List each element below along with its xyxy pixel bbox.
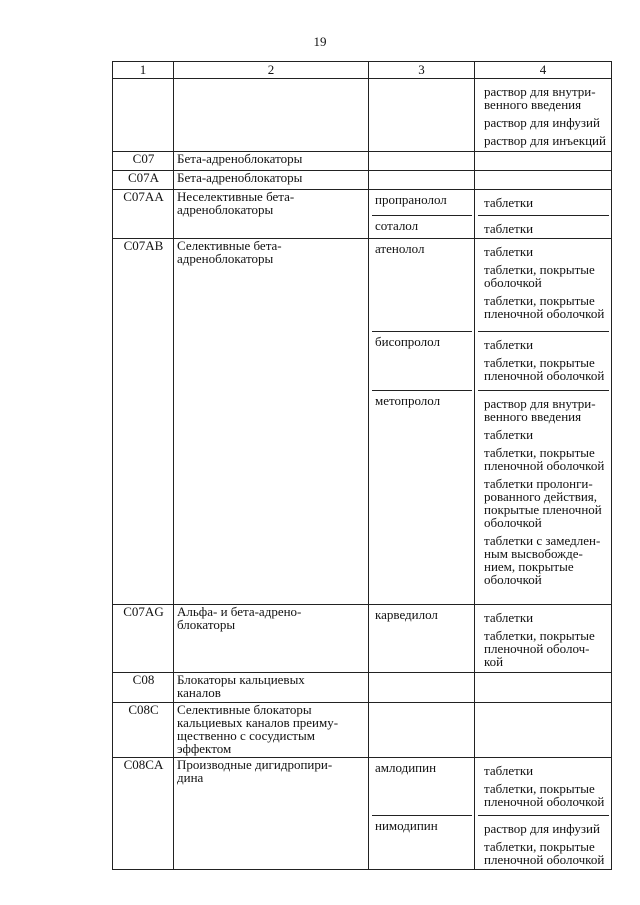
dosage-form-item: таблетки, покрытые пленочной оболоч- кой bbox=[484, 628, 595, 669]
dosage-forms bbox=[478, 605, 609, 672]
table-row bbox=[113, 703, 612, 758]
dosage-form-item: таблетки bbox=[484, 244, 534, 259]
substance-cell bbox=[369, 239, 475, 605]
dosage-forms bbox=[478, 215, 609, 238]
dosage-forms bbox=[478, 190, 609, 215]
dosage-form-cell bbox=[475, 239, 612, 605]
substance-cell bbox=[369, 79, 475, 152]
substance-name: бисопролол bbox=[372, 331, 472, 390]
dosage-form-item: таблетки bbox=[484, 763, 534, 778]
dosage-form-item: таблетки bbox=[484, 195, 534, 210]
group-name-cell: Бета-адреноблокаторы bbox=[174, 152, 369, 171]
dosage-form-cell bbox=[475, 171, 612, 190]
dosage-form-item: раствор для внутри- венного введения bbox=[484, 84, 596, 112]
medication-table bbox=[112, 61, 612, 870]
dosage-form-cell bbox=[475, 605, 612, 673]
substance-name: карведилол bbox=[375, 607, 438, 622]
substance-name bbox=[372, 79, 472, 97]
dosage-form-item: таблетки, покрытые пленочной оболочкой bbox=[484, 445, 605, 473]
dosage-form-item: таблетки, покрытые пленочной оболочкой bbox=[484, 839, 605, 867]
dosage-form-item: раствор для инъекций bbox=[484, 133, 606, 148]
substance-cell bbox=[369, 190, 475, 239]
group-name-cell bbox=[174, 79, 369, 152]
substance-name: нимодипин bbox=[372, 815, 472, 869]
dosage-form-item: таблетки bbox=[484, 427, 534, 442]
group-name-cell: Бета-адреноблокаторы bbox=[174, 171, 369, 190]
dosage-forms bbox=[478, 390, 609, 604]
atc-code-cell: C07 bbox=[113, 152, 174, 171]
table-row bbox=[113, 673, 612, 703]
dosage-form-cell bbox=[475, 79, 612, 152]
group-name-cell: Неселективные бета- адреноблокаторы bbox=[174, 190, 369, 239]
table-header bbox=[113, 62, 612, 79]
column-header: 2 bbox=[174, 62, 369, 79]
dosage-form-cell bbox=[475, 703, 612, 758]
group-name-cell: Альфа- и бета-адрено- блокаторы bbox=[174, 605, 369, 673]
atc-code-cell: C07AG bbox=[113, 605, 174, 673]
substance-name: соталол bbox=[372, 215, 472, 238]
atc-code-cell: C07AB bbox=[113, 239, 174, 605]
substance-cell bbox=[369, 703, 475, 758]
dosage-form-item: таблетки, покрытые оболочкой bbox=[484, 262, 595, 290]
dosage-form-cell bbox=[475, 673, 612, 703]
group-name-cell: Блокаторы кальциевых каналов bbox=[174, 673, 369, 703]
substance-name: атенолол bbox=[375, 241, 425, 256]
table-row bbox=[113, 190, 612, 239]
atc-code-cell: C08 bbox=[113, 673, 174, 703]
column-header: 4 bbox=[475, 62, 612, 79]
table-body bbox=[113, 79, 612, 870]
dosage-form-item: раствор для инфузий bbox=[484, 821, 600, 836]
column-header: 3 bbox=[369, 62, 475, 79]
substance-cell bbox=[369, 152, 475, 171]
dosage-form-item: таблетки bbox=[484, 610, 534, 625]
substance-cell bbox=[369, 758, 475, 870]
dosage-form-item: таблетки, покрытые пленочной оболочкой bbox=[484, 355, 605, 383]
group-name-cell: Селективные блокаторы кальциевых каналов преиму- щественно с сосудистым эффектом bbox=[174, 703, 369, 758]
dosage-form-cell bbox=[475, 758, 612, 870]
dosage-form-item: раствор для внутри- венного введения bbox=[484, 396, 596, 424]
dosage-forms bbox=[478, 815, 609, 869]
dosage-form-item: таблетки bbox=[484, 337, 534, 352]
dosage-form-item: таблетки, покрытые пленочной оболочкой bbox=[484, 781, 605, 809]
column-header: 1 bbox=[113, 62, 174, 79]
atc-code-cell bbox=[113, 79, 174, 152]
table-row bbox=[113, 758, 612, 870]
dosage-form-cell bbox=[475, 190, 612, 239]
table-row bbox=[113, 152, 612, 171]
dosage-form-item: раствор для инфузий bbox=[484, 115, 600, 130]
dosage-form-cell bbox=[475, 152, 612, 171]
substance-cell bbox=[369, 605, 475, 673]
group-name-cell: Производные дигидропири- дина bbox=[174, 758, 369, 870]
dosage-forms bbox=[478, 758, 609, 815]
table-row bbox=[113, 239, 612, 605]
atc-code-cell: C07AA bbox=[113, 190, 174, 239]
table-row bbox=[113, 171, 612, 190]
dosage-forms bbox=[478, 239, 609, 331]
dosage-form-item: таблетки, покрытые пленочной оболочкой bbox=[484, 293, 605, 321]
substance-cell bbox=[369, 171, 475, 190]
group-name-cell: Селективные бета- адреноблокаторы bbox=[174, 239, 369, 605]
atc-code-cell: C08CA bbox=[113, 758, 174, 870]
table-row bbox=[113, 605, 612, 673]
dosage-form-item: таблетки с замедлен- ным высвобожде- нием, покрытые оболочкой bbox=[484, 533, 601, 587]
substance-name: метопролол bbox=[372, 390, 472, 604]
dosage-form-item: таблетки пролонги- рованного действия, покрытые пленочной оболочкой bbox=[484, 476, 602, 530]
substance-name: амлодипин bbox=[375, 760, 437, 775]
dosage-form-item: таблетки bbox=[484, 221, 534, 236]
atc-code-cell: C07A bbox=[113, 171, 174, 190]
substance-name: пропранолол bbox=[375, 192, 447, 207]
atc-code-cell: C08C bbox=[113, 703, 174, 758]
table-row bbox=[113, 79, 612, 152]
page-number: 19 bbox=[313, 34, 327, 49]
dosage-forms bbox=[478, 79, 609, 151]
dosage-forms bbox=[478, 331, 609, 390]
substance-cell bbox=[369, 673, 475, 703]
